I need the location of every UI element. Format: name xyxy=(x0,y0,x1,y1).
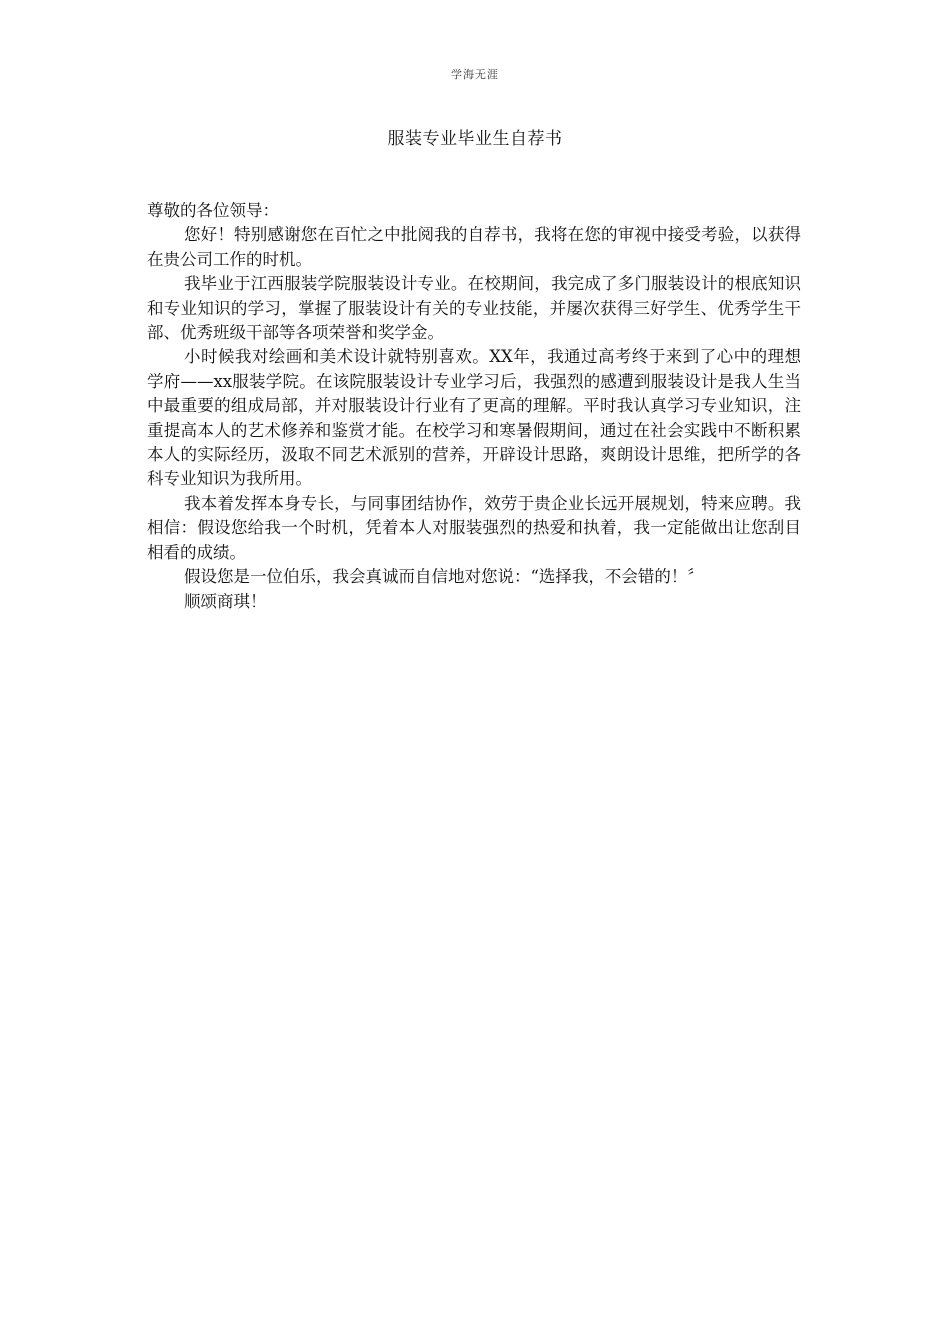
sign-off: 顺颂商琪！ xyxy=(184,591,267,611)
salutation: 尊敬的各位领导： xyxy=(147,201,279,220)
paragraph-application: 我本着发挥本身专长，与同事团结协作，效劳于贵企业长远开展规划，特来应聘。我相信：假设您给我一个时机，凭着本人对服装强烈的热爱和执着，我一定能做出让您刮目相看的成绩。 xyxy=(147,493,801,562)
paragraph-education: 我毕业于江西服装学院服装设计专业。在校期间，我完成了多门服装设计的根底知识和专业知识的学习，掌握了服装设计有关的专业技能，并屡次获得三好学生、优秀学生干部、优秀班级干部等各项荣誉和奖学金。 xyxy=(147,274,801,343)
document-body xyxy=(147,199,801,614)
page-header: 学海无涯 xyxy=(451,68,499,81)
paragraph-closing: 假设您是一位伯乐，我会真诚而自信地对您说：“选择我，不会错的！〞 xyxy=(184,567,704,587)
paragraph-experience: 小时候我对绘画和美术设计就特别喜欢。XX年，我通过高考终于来到了心中的理想学府——xx服装学院。在该院服装设计专业学习后，我强烈的感遭到服装设计是我人生当中最重要的组成局部，并对服装设计行业有了更高的理解。平时我认真学习专业知识，注重提高本人的艺术修养和鉴赏才能。在校学习和寒暑假期间，通过在社会实践中不断积累本人的实际经历，汲取不同艺术派别的营养，开辟设计思路，爽朗设计思维，把所学的各科专业知识为我所用。 xyxy=(147,347,801,489)
paragraph-greeting: 您好！特别感谢您在百忙之中批阅我的自荐书，我将在您的审视中接受考验，以获得在贵公司工作的时机。 xyxy=(147,225,801,269)
document-title: 服装专业毕业生自荐书 xyxy=(387,129,563,149)
